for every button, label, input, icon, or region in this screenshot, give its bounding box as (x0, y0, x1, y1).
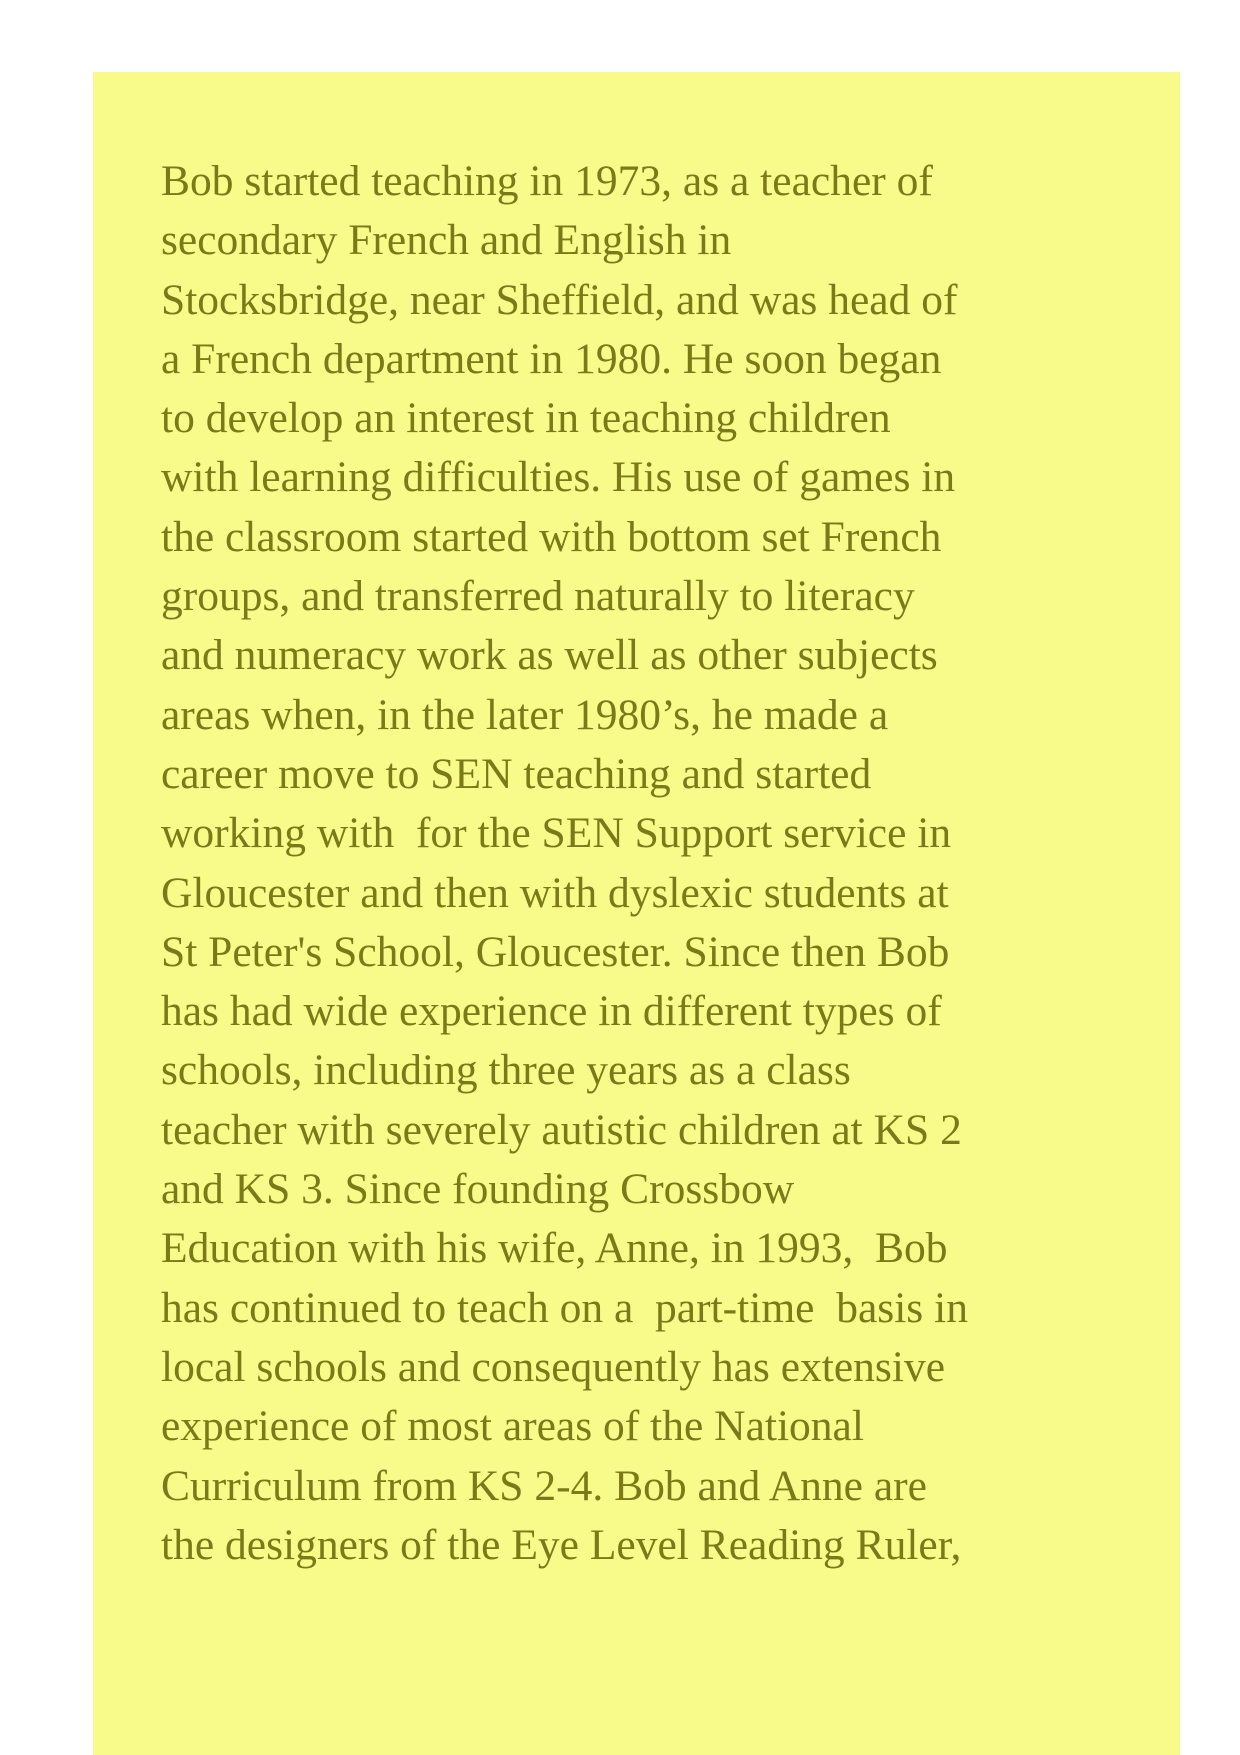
paragraph-line: a French department in 1980. He soon began (161, 334, 942, 383)
yellow-text-panel (93, 72, 1180, 1755)
paragraph-line: career move to SEN teaching and started (161, 749, 872, 798)
paragraph-line: working with for the SEN Support service in (161, 809, 952, 858)
paragraph-line: has continued to teach on a part-time basis in (161, 1283, 968, 1332)
paragraph-line: St Peter's School, Gloucester. Since then Bob (161, 927, 950, 976)
paragraph-line: experience of most areas of the National (161, 1402, 864, 1451)
paragraph-line: Gloucester and then with dyslexic students at (161, 868, 949, 917)
paragraph-line: the designers of the Eye Level Reading Ruler, (161, 1520, 962, 1569)
paragraph-line: and numeracy work as well as other subjects (161, 631, 938, 680)
paragraph-line: local schools and consequently has extensive (161, 1342, 945, 1391)
paragraph-line: groups, and transferred naturally to literacy (161, 572, 915, 621)
paragraph-line: has had wide experience in different types of (161, 987, 942, 1036)
paragraph-line: with learning difficulties. His use of games in (161, 453, 956, 502)
paragraph-line: Stocksbridge, near Sheffield, and was head of (161, 275, 958, 324)
paragraph-line: schools, including three years as a class (161, 1046, 851, 1095)
paragraph-line: Bob started teaching in 1973, as a teacher of (161, 157, 933, 205)
paragraph-line: and KS 3. Since founding Crossbow (161, 1165, 795, 1214)
paragraph-line: Education with his wife, Anne, in 1993, Bob (161, 1224, 948, 1273)
biography-paragraph (161, 152, 1161, 1575)
paragraph-line: to develop an interest in teaching children (161, 394, 891, 443)
paragraph-line: Curriculum from KS 2-4. Bob and Anne are (161, 1461, 927, 1510)
paragraph-line: teacher with severely autistic children at KS 2 (161, 1105, 962, 1154)
paragraph-line: areas when, in the later 1980’s, he made a (161, 690, 889, 739)
paragraph-line: secondary French and English in (161, 216, 732, 265)
paragraph-line: the classroom started with bottom set French (161, 512, 942, 561)
